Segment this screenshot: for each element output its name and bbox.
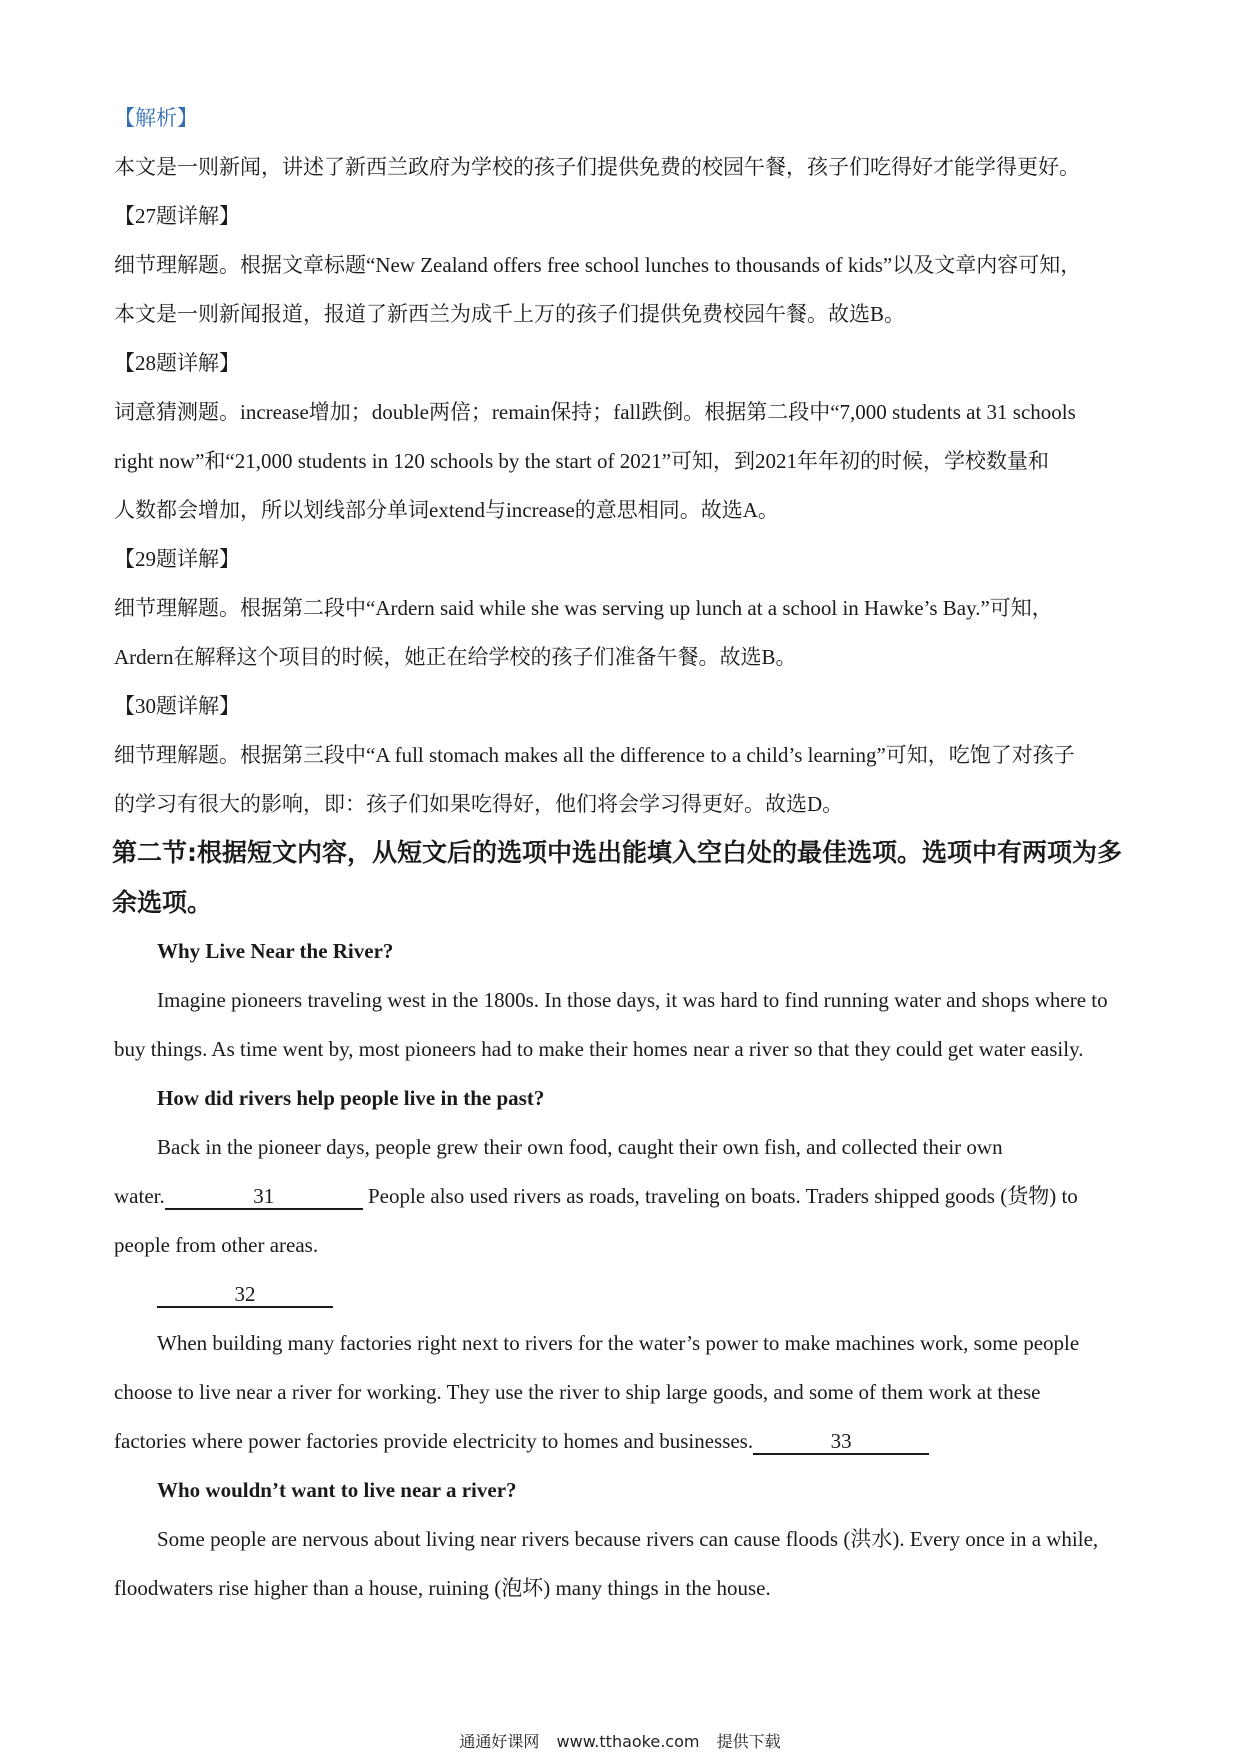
passage-p3-line-3-text: factories where power factories provide electricity to homes and businesses. [114,1429,754,1453]
q27-heading: 【27题详解】 [114,204,240,228]
footer-url: www.tthaoke.com [556,1732,700,1751]
q30-heading: 【30题详解】 [114,694,240,718]
passage-p1-line-2: buy things. As time went by, most pioneers had to make their homes near a river so that they could get water easily. [114,1037,1084,1061]
q30-line-2: 的学习有很大的影响，即：孩子们如果吃得好，他们将会学习得更好。故选D。 [114,792,844,816]
passage-subheading-2: Who wouldn’t want to live near a river? [157,1478,517,1502]
q28-line-3: 人数都会增加，所以划线部分单词extend与increase的意思相同。故选A。 [114,498,779,522]
page-footer [0,1729,1240,1752]
footer-action: 提供下载 [716,1732,781,1751]
blank-32: 32 [157,1282,333,1308]
passage-p4-line-1: Some people are nervous about living near rivers because rivers can cause floods (洪水). Every once in a while, [157,1527,1099,1551]
blank-33: 33 [753,1429,929,1455]
q29-line-1: 细节理解题。根据第二段中“Ardern said while she was serving up lunch at a school in Hawke’s Bay.”可知， [114,596,1053,620]
passage-p2-line-3: people from other areas. [114,1233,319,1257]
q28-line-1: 词意猜测题。increase增加；double两倍；remain保持；fall跌倒。根据第二段中“7,000 students at 31 schools [114,400,1076,424]
passage-p3-line-2: choose to live near a river for working. They use the river to ship large goods, and some of them work at these [114,1380,1041,1404]
passage-p4-line-2: floodwaters rise higher than a house, ruining (泡坏) many things in the house. [114,1576,771,1600]
passage-p2-line-2-start: water. [114,1184,165,1208]
summary-text: 本文是一则新闻，讲述了新西兰政府为学校的孩子们提供免费的校园午餐，孩子们吃得好才能学得更好。 [114,155,1080,179]
footer-site-name: 通通好课网 [459,1732,540,1751]
blank-32-line [157,1280,333,1308]
analysis-heading: 【解析】 [114,106,198,130]
passage-p3-line-1: When building many factories right next to rivers for the water’s power to make machines work, some people [157,1331,1080,1355]
passage-p2-line-1: Back in the pioneer days, people grew their own food, caught their own fish, and collected their own [157,1135,1003,1159]
blank-31: 31 [165,1184,363,1210]
passage-p2-line-2-end: People also used rivers as roads, traveling on boats. Traders shipped goods (货物) to [362,1184,1078,1208]
passage-p2-line-2 [114,1182,1078,1210]
passage-p3-line-3 [114,1427,929,1455]
passage-title: Why Live Near the River? [157,939,394,963]
q28-line-2: right now”和“21,000 students in 120 schools by the start of 2021”可知，到2021年年初的时候，学校数量和 [114,449,1050,473]
q29-heading: 【29题详解】 [114,547,240,571]
q30-line-1: 细节理解题。根据第三段中“A full stomach makes all the difference to a child’s learning”可知，吃饱了对孩子 [114,743,1075,767]
section-2-instructions-line-2: 余选项。 [112,888,213,917]
q27-line-2: 本文是一则新闻报道，报道了新西兰为成千上万的孩子们提供免费校园午餐。故选B。 [114,302,906,326]
section-2-instructions-line-1: 第二节:根据短文内容，从短文后的选项中选出能填入空白处的最佳选项。选项中有两项为多 [112,838,1123,867]
q28-heading: 【28题详解】 [114,351,240,375]
q27-line-1: 细节理解题。根据文章标题“New Zealand offers free school lunches to thousands of kids”以及文章内容可知， [114,253,1082,277]
passage-subheading-1: How did rivers help people live in the past? [157,1086,545,1110]
passage-p1-line-1: Imagine pioneers traveling west in the 1800s. In those days, it was hard to find running water and shops where to [157,988,1108,1012]
q29-line-2: Ardern在解释这个项目的时候，她正在给学校的孩子们准备午餐。故选B。 [114,645,797,669]
